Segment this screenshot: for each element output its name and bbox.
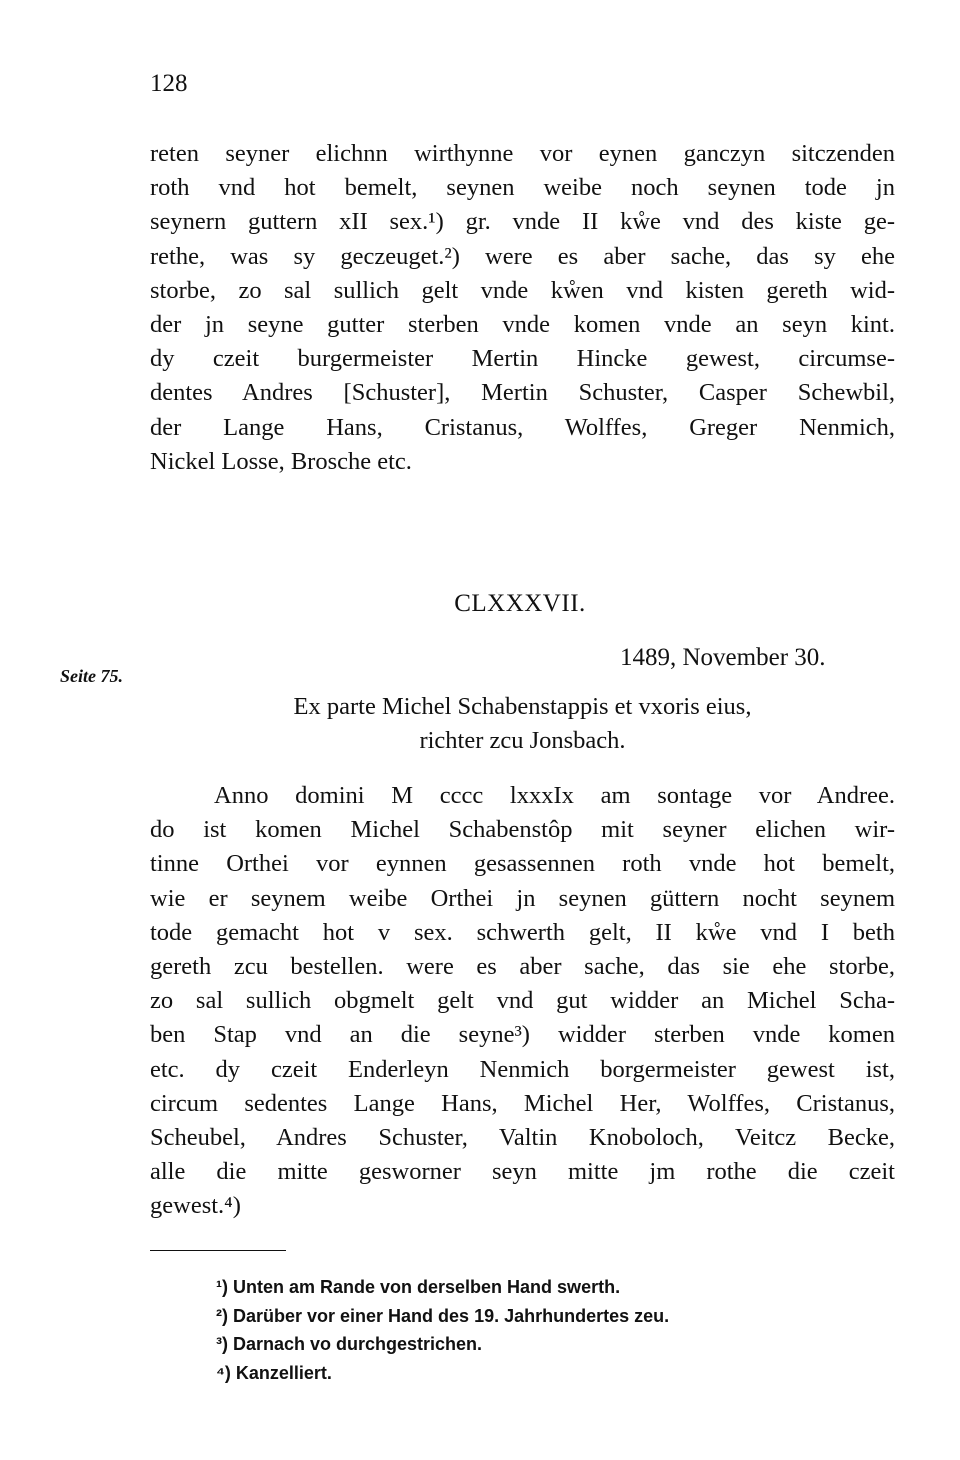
paragraph-2-line: Scheubel, Andres Schuster, Valtin Knoboloch, Veitcz Becke, — [150, 1124, 895, 1152]
paragraph-1-line: der jn seyne gutter sterben vnde komen vnde an seyn kint. — [150, 311, 895, 339]
document-heading — [150, 690, 895, 758]
paragraph-1-line: seynern guttern xII sex.¹) gr. vnde II kẘe vnd des kiste ge- — [150, 208, 895, 236]
paragraph-2-line: zo sal sullich obgmelt gelt vnd gut widder an Michel Scha- — [150, 987, 895, 1015]
paragraph-1-line: dy czeit burgermeister Mertin Hincke gewest, circumse- — [150, 345, 895, 373]
paragraph-2-line: gereth zcu bestellen. were es aber sache, das sie ehe storbe, — [150, 953, 895, 981]
paragraph-2-line: tinne Orthei vor eynnen gesassennen roth vnde hot bemelt, — [150, 850, 895, 878]
paragraph-2-line: ben Stap vnd an die seyne³) widder sterben vnde komen — [150, 1021, 895, 1049]
paragraph-2-line: tode gemacht hot v sex. schwerth gelt, II kẘe vnd I beth — [150, 918, 895, 946]
document-heading-line: Ex parte Michel Schabenstappis et vxoris eius, — [293, 693, 752, 720]
paragraph-1-line: rethe, was sy geczeuget.²) were es aber sache, das sy ehe — [150, 242, 895, 270]
footnotes — [216, 1273, 669, 1387]
paragraph-1-line: roth vnd hot bemelt, seynen weibe noch seynen tode jn — [150, 174, 895, 202]
paragraph-2-line: do ist komen Michel Schabenstôp mit seyner elichen wir- — [150, 816, 895, 844]
paragraph-2-line: gewest.⁴) — [150, 1192, 241, 1220]
footnote-rule — [150, 1250, 286, 1251]
margin-note: Seite 75. — [60, 666, 123, 686]
paragraph-2-line: circum sedentes Lange Hans, Michel Her, Wolffes, Cristanus, — [150, 1089, 895, 1117]
document-date: 1489, November 30. — [620, 644, 826, 671]
paragraph-1 — [150, 137, 895, 479]
footnote-2: ²) Darüber vor einer Hand des 19. Jahrhundertes zeu. — [216, 1305, 670, 1326]
paragraph-2-line: Anno domini M cccc lxxxIx am sontage vor Andree. — [214, 782, 895, 809]
paragraph-2-line: etc. dy czeit Enderleyn Nenmich borgermeister gewest ist, — [150, 1055, 895, 1083]
document-heading-line: richter zcu Jonsbach. — [419, 727, 626, 754]
paragraph-1-line: Nickel Losse, Brosche etc. — [150, 447, 412, 475]
paragraph-2-line: wie er seynem weibe Orthei jn seynen güttern nocht seynem — [150, 884, 895, 912]
document-number: CLXXXVII. — [454, 590, 586, 617]
footnote-4: ⁴) Kanzelliert. — [216, 1362, 332, 1383]
paragraph-1-line: der Lange Hans, Cristanus, Wolffes, Greger Nenmich, — [150, 413, 895, 441]
footnote-1: ¹) Unten am Rande von derselben Hand swerth. — [216, 1277, 621, 1297]
paragraph-2 — [150, 779, 895, 1224]
page-number: 128 — [150, 70, 188, 97]
paragraph-1-line: storbe, zo sal sullich gelt vnde kẘen vnd kisten gereth wid- — [150, 276, 895, 304]
paragraph-1-line: dentes Andres [Schuster], Mertin Schuster, Casper Schewbil, — [150, 379, 895, 407]
footnote-3: ³) Darnach vo durchgestrichen. — [216, 1334, 483, 1354]
paragraph-1-line: reten seyner elichnn wirthynne vor eynen ganczyn sitczenden — [150, 140, 895, 167]
paragraph-2-line: alle die mitte gesworner seyn mitte jm rothe die czeit — [150, 1158, 895, 1186]
